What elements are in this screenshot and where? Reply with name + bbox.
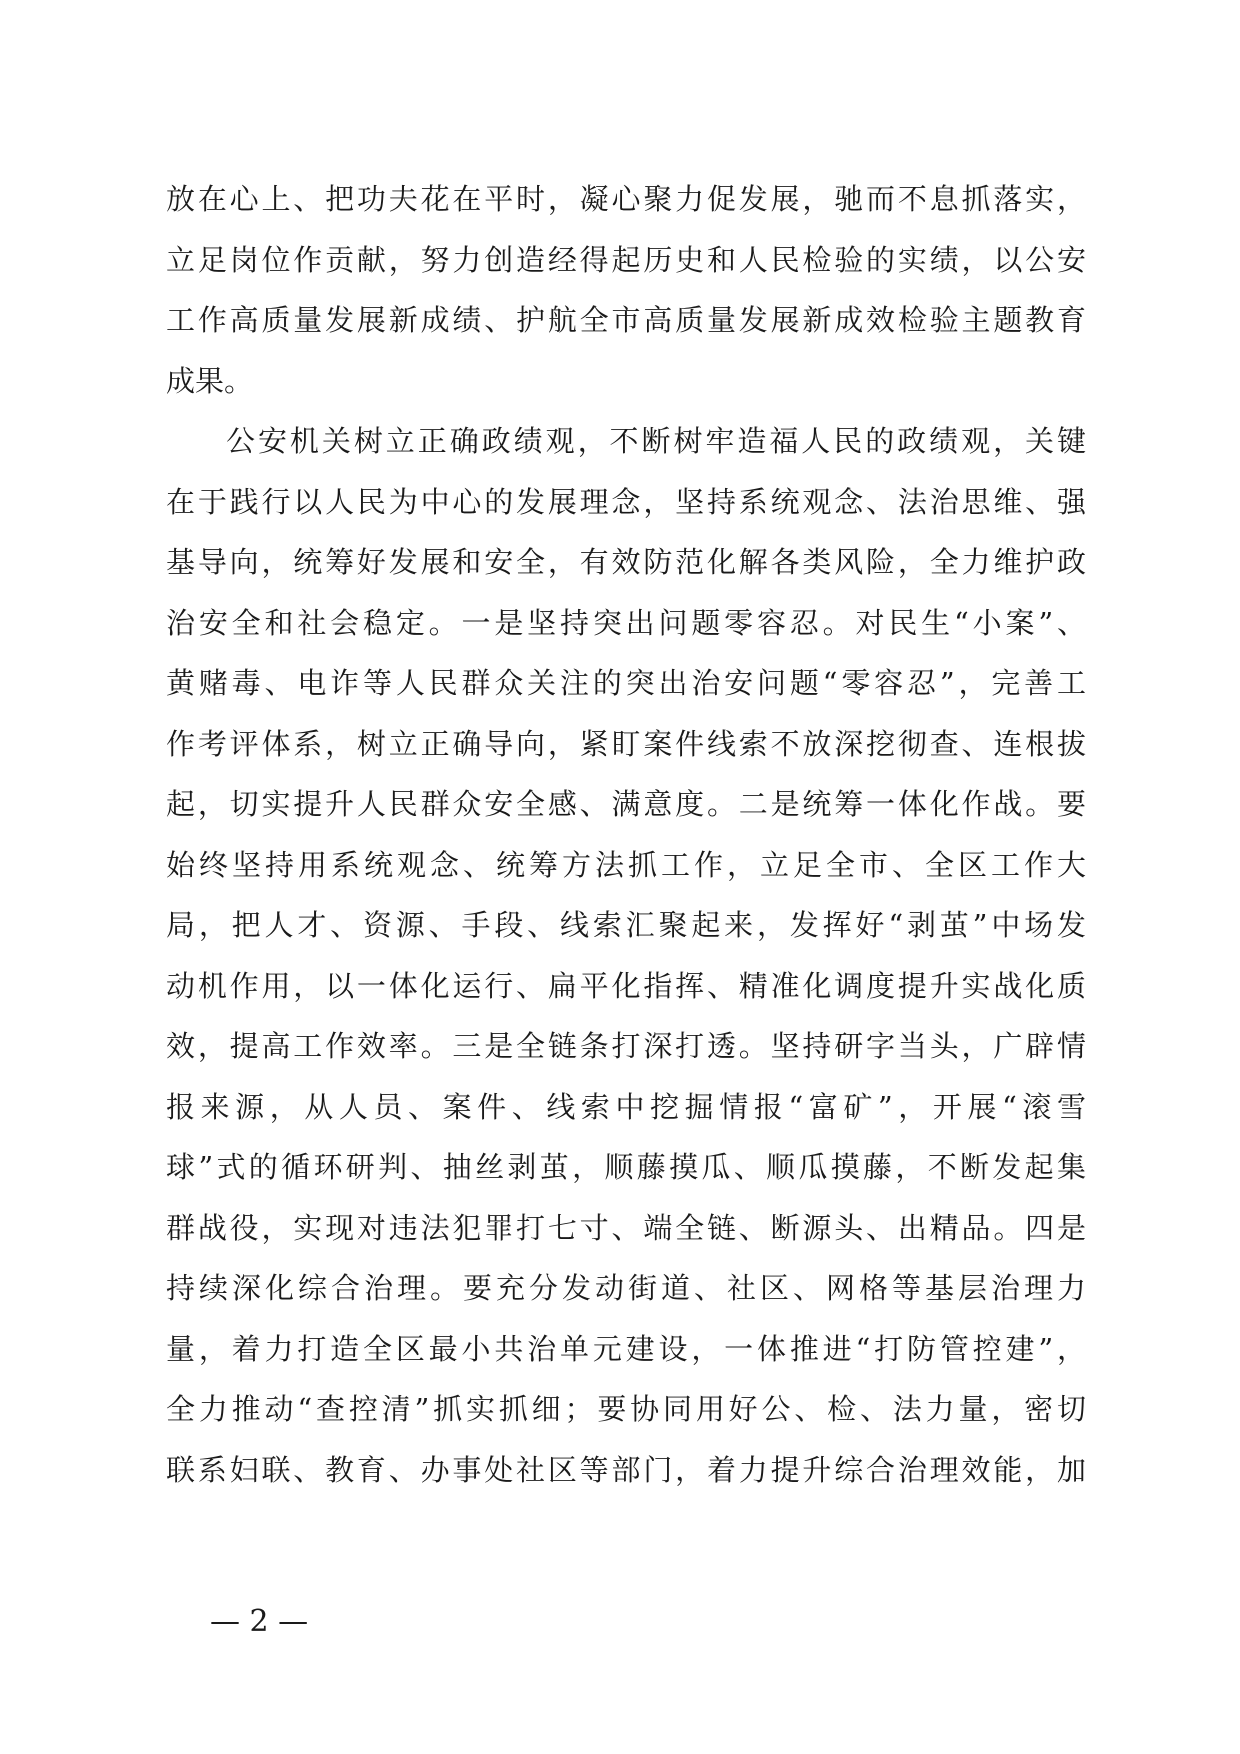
- text-line: 起，切实提升人民群众安全感、满意度。二是统筹一体化作战。要: [166, 787, 1086, 821]
- text-line: 作考评体系，树立正确导向，紧盯案件线索不放深挖彻查、连根拔: [166, 726, 1086, 761]
- text-line: 量，着力打造全区最小共治单元建设，一体推进“打防管控建”，: [166, 1331, 1086, 1366]
- text-line: 在于践行以人民为中心的发展理念，坚持系统观念、法治思维、强: [166, 484, 1086, 519]
- text-line: 动机作用，以一体化运行、扁平化指挥、精准化调度提升实战化质: [166, 968, 1086, 1003]
- text-line: 工作高质量发展新成绩、护航全市高质量发展新成效检验主题教育: [166, 303, 1086, 337]
- text-line: 全力推动“查控清”抓实抓细；要协同用好公、检、法力量，密切: [166, 1392, 1086, 1426]
- text-line: 始终坚持用系统观念、统筹方法抓工作，立足全市、全区工作大: [166, 847, 1086, 882]
- text-line: 基导向，统筹好发展和安全，有效防范化解各类风险，全力维护政: [166, 545, 1086, 579]
- page-number: — 2 —: [210, 1604, 309, 1639]
- text-line: 治安全和社会稳定。一是坚持突出问题零容忍。对民生“小案”、: [166, 605, 1086, 640]
- text-line: 局，把人才、资源、手段、线索汇聚起来，发挥好“剥茧”中场发: [166, 908, 1086, 942]
- text-line: 立足岗位作贡献，努力创造经得起历史和人民检验的实绩，以公安: [166, 242, 1086, 277]
- text-line: 联系妇联、教育、办事处社区等部门，着力提升综合治理效能，加: [166, 1452, 1086, 1487]
- text-line: 群战役，实现对违法犯罪打七寸、端全链、断源头、出精品。四是: [166, 1210, 1086, 1245]
- text-line: 黄赌毒、电诈等人民群众关注的突出治安问题“零容忍”，完善工: [166, 666, 1086, 700]
- text-line: 效，提高工作效率。三是全链条打深打透。坚持研字当头，广辟情: [166, 1029, 1086, 1063]
- text-line: 持续深化综合治理。要充分发动街道、社区、网格等基层治理力: [166, 1271, 1086, 1305]
- text-line: 报来源，从人员、案件、线索中挖掘情报“富矿”，开展“滚雪: [166, 1089, 1086, 1124]
- text-line: 放在心上、把功夫花在平时，凝心聚力促发展，驰而不息抓落实，: [166, 182, 1086, 216]
- text-line: 成果。: [166, 363, 254, 398]
- text-line: 球”式的循环研判、抽丝剥茧，顺藤摸瓜、顺瓜摸藤，不断发起集: [166, 1150, 1086, 1184]
- paragraph-first-line: 公安机关树立正确政绩观，不断树牢造福人民的政绩观，关键: [226, 424, 1086, 458]
